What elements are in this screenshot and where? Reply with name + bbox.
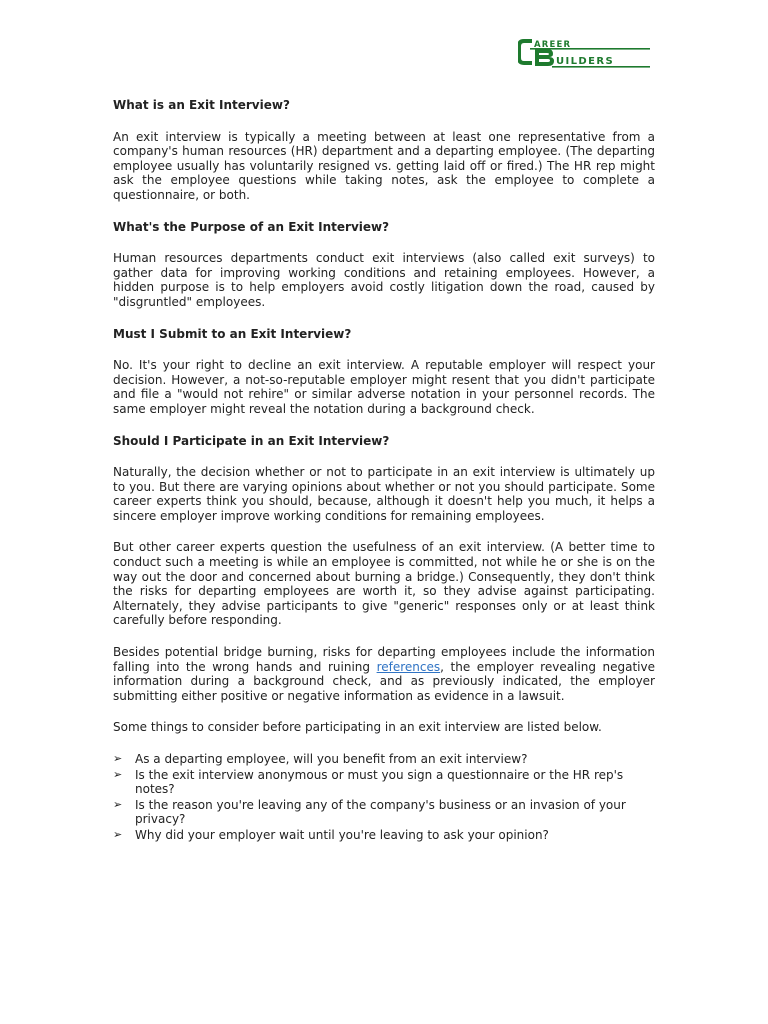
risks-paragraph [113, 645, 655, 703]
paragraph: But other career experts question the usefulness of an exit interview. (A better time to conduct such a meeting is while an employee is committed, not while he or she is on the way out the door and concerned about burning a bridge.) Consequently, they don't think the risks for departing employees are worth it, so they advise against participating. Alternately, they advise participants to give "generic" responses only or at least think carefully before responding. [113, 540, 655, 628]
list-item [113, 828, 655, 843]
career-builders-logo [518, 38, 652, 70]
considerations-list [113, 752, 655, 843]
arrow-bullet-icon: ➢ [113, 827, 123, 841]
paragraph: No. It's your right to decline an exit interview. A reputable employer will respect your decision. However, a not-so-reputable employer might resent that you didn't participate and file a "would not rehire" or similar adverse notation in your personnel records. The same employer might reveal the notation during a background check. [113, 358, 655, 416]
list-item-text: Is the exit interview anonymous or must you sign a questionnaire or the HR rep's notes? [135, 767, 624, 797]
list-intro: Some things to consider before participating in an exit interview are listed below. [113, 720, 602, 735]
logo-top-text: AREER [534, 40, 572, 50]
list-item-text: As a departing employee, will you benefit from an exit interview? [135, 752, 528, 766]
heading-what-is: What is an Exit Interview? [113, 98, 290, 112]
risks-text-after: , the employer revealing negative information during a background check, and as previously indicated, the employer submitting either positive or negative information as evidence in a lawsuit. [113, 659, 656, 703]
arrow-bullet-icon: ➢ [113, 767, 123, 781]
heading-should-participate: Should I Participate in an Exit Interview? [113, 433, 390, 448]
list-item-text: Why did your employer wait until you're leaving to ask your opinion? [135, 827, 549, 842]
heading-purpose: What's the Purpose of an Exit Interview? [113, 219, 390, 234]
arrow-bullet-icon: ➢ [113, 752, 123, 765]
arrow-bullet-icon: ➢ [113, 797, 123, 811]
list-item-text: Is the reason you're leaving any of the company's business or an invasion of your privacy? [135, 797, 626, 827]
list-item [113, 798, 655, 827]
article-body [113, 98, 655, 844]
heading-must-submit: Must I Submit to an Exit Interview? [113, 326, 352, 341]
list-item [113, 752, 655, 767]
paragraph: An exit interview is typically a meeting between at least one representative from a company's human resources (HR) department and a departing employee. (The departing employee usually has voluntarily resigned vs. getting laid off or fired.) The HR rep might ask the employee questions while taking notes, ask the employee to complete a questionnaire, or both. [113, 129, 655, 202]
paragraph: Human resources departments conduct exit interviews (also called exit surveys) to gather data for improving working conditions and retaining employees. However, a hidden purpose is to help employers avoid costly litigation down the road, caused by "disgruntled" employees. [113, 251, 655, 309]
career-builders-logo-graphic [518, 38, 652, 70]
references-link[interactable]: references [376, 659, 441, 674]
list-item [113, 768, 655, 797]
logo-bottom-text: UILDERS [556, 56, 615, 67]
risks-text-before: Besides potential bridge burning, risks for departing employees include the information falling into the wrong hands and ruining [113, 645, 655, 674]
paragraph: Naturally, the decision whether or not to participate in an exit interview is ultimately up to you. But there are varying opinions about whether or not you should participate. Some career experts think you should, because, although it doesn't help you much, it helps a sincere employer improve working conditions for remaining employees. [113, 465, 655, 523]
